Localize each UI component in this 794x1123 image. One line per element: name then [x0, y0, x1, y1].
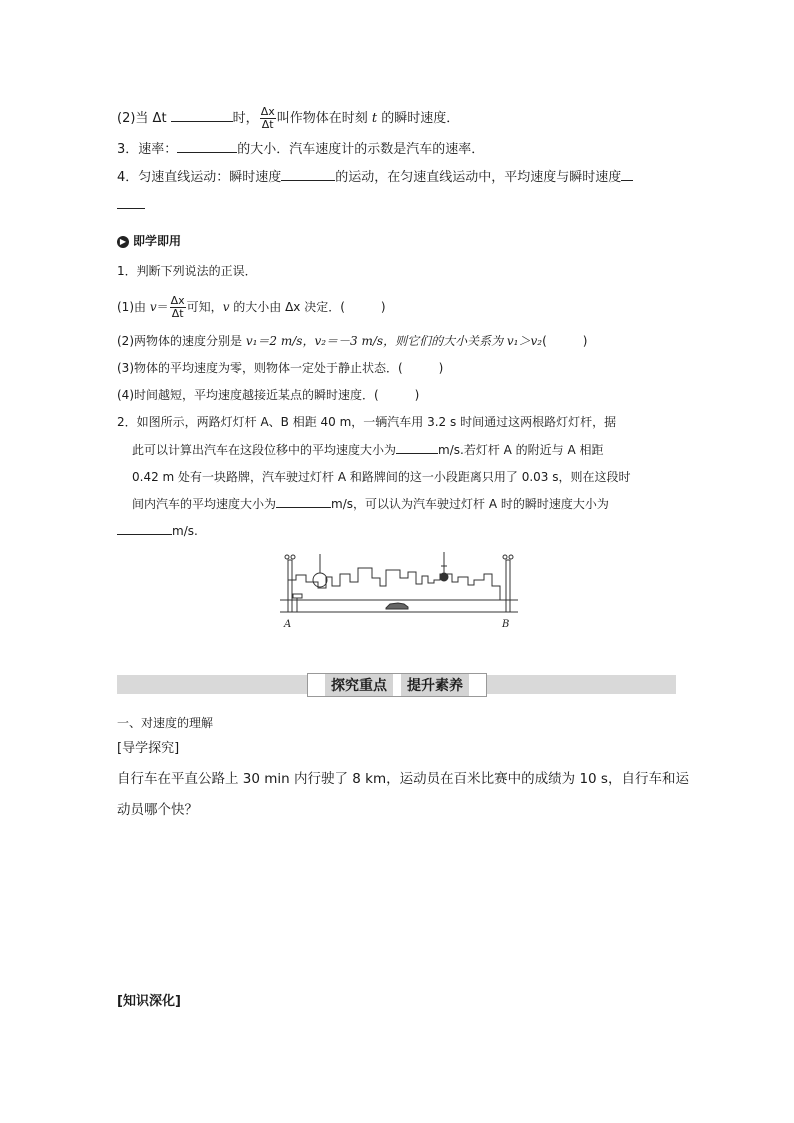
- q2-l5-suffix: m/s.: [172, 524, 198, 538]
- answer-blank: [396, 441, 438, 454]
- question-2-line-1: 2．如图所示，两路灯灯杆 A、B 相距 40 m，一辆汽车用 3.2 s 时间通过这两根路灯灯杆，据: [117, 415, 617, 429]
- item-4-suffix: 的运动，在匀速直线运动中，平均速度与瞬时速度: [335, 170, 622, 185]
- fraction-denominator: Δt: [171, 307, 184, 320]
- fraction-dx-dt: [260, 106, 276, 131]
- question-1-4: (4)时间越短，平均速度越接近某点的瞬时速度．( ): [117, 388, 420, 402]
- section-banner: [307, 673, 487, 697]
- question-2-line-3: 0.42 m 处有一块路牌，汽车驶过灯杆 A 和路牌间的这一小段距离只用了 0.03 s，则在这段时: [132, 470, 631, 484]
- q1-1-var-2: v: [222, 300, 230, 314]
- label-a: A: [284, 619, 292, 630]
- item-2-end: 的瞬时速度．: [377, 111, 460, 126]
- question-2-line-2: [132, 441, 604, 459]
- guide-label: [导学探究]: [117, 741, 180, 756]
- fraction-denominator: Δt: [261, 118, 274, 131]
- play-circle-icon: ▶: [117, 236, 129, 248]
- q1-2-b: v₂＝－3 m/s，则它们的大小关系为: [314, 334, 507, 348]
- section-2-body-line-2: 动员哪个快？: [117, 802, 198, 818]
- q1-2-a: v₁＝2 m/s，: [245, 334, 315, 348]
- banner-right-text: 提升素养: [401, 674, 469, 696]
- question-1-3: (3)物体的平均速度为零，则物体一定处于静止状态．( ): [117, 361, 444, 375]
- banner-left-text: 探究重点: [325, 674, 393, 696]
- q1-1-var: v: [149, 300, 157, 314]
- q1-1-prefix: (1)由: [117, 300, 150, 314]
- q2-l2-prefix: 此可以计算出汽车在这段位移中的平均速度大小为: [132, 443, 397, 457]
- practice-heading: [117, 232, 181, 250]
- q1-1-post: 的大小由 Δx 决定．( ): [229, 300, 386, 314]
- item-2-post: 叫作物体在时刻: [276, 111, 372, 126]
- street-figure: [274, 550, 524, 632]
- item-3-prefix: 3．速率：: [117, 142, 178, 157]
- item-2-mid: 时，: [232, 111, 259, 126]
- answer-blank: [276, 495, 331, 508]
- question-2-line-5: [117, 522, 198, 540]
- item-3-suffix: 的大小．汽车速度计的示数是汽车的速率．: [237, 142, 485, 157]
- item-2-variable: t: [371, 111, 378, 126]
- tower-right-ball: [440, 573, 448, 581]
- question-1-1: [117, 295, 386, 320]
- label-b: B: [502, 619, 510, 630]
- section-2-title: 一、对速度的理解: [117, 716, 214, 730]
- car-shape: [386, 603, 408, 609]
- question-1-2: [117, 332, 587, 350]
- fraction-numerator: Δx: [260, 105, 275, 118]
- item-4-line: [117, 168, 633, 187]
- q1-1-mid: 可知，: [186, 300, 223, 314]
- lamp-pole-a: [288, 560, 292, 612]
- practice-heading-text: 即学即用: [133, 234, 182, 248]
- lamp-pole-b: [506, 560, 510, 612]
- section-2-body-line-1: 自行车在平直公路上 30 min 内行驶了 8 km，运动员在百米比赛中的成绩为 10 s，自行车和运: [117, 771, 689, 787]
- q2-l4-prefix: 间内汽车的平均速度大小为: [132, 497, 277, 511]
- q2-l2-suffix: m/s.若灯杆 A 的附近与 A 相距: [438, 443, 604, 457]
- answer-blank: [117, 522, 172, 535]
- tower-left-ball: [313, 573, 327, 587]
- item-2-line: [117, 106, 459, 131]
- fraction-numerator: Δx: [170, 294, 185, 307]
- question-2-line-4: [132, 495, 609, 513]
- answer-blank: [281, 168, 335, 181]
- answer-blank: [117, 196, 145, 209]
- answer-blank: [621, 168, 633, 181]
- item-4-prefix: 4．匀速直线运动：瞬时速度: [117, 170, 282, 185]
- q1-2-end: ( ): [542, 334, 588, 348]
- fraction-dx-dt: [170, 295, 186, 320]
- q2-l4-suffix: m/s，可以认为汽车驶过灯杆 A 时的瞬时速度大小为: [331, 497, 609, 511]
- q1-2-c: v₁＞v₂: [506, 334, 543, 348]
- q1-1-eq: ＝: [156, 300, 169, 314]
- deepen-label: [知识深化]: [117, 994, 181, 1009]
- road-sign: [293, 594, 302, 598]
- question-1-title: 1．判断下列说法的正误．: [117, 264, 257, 278]
- q1-2-prefix: (2)两物体的速度分别是: [117, 334, 246, 348]
- item-4-continuation: [117, 196, 145, 215]
- item-3-line: [117, 140, 484, 159]
- answer-blank: [177, 140, 237, 153]
- answer-blank: [171, 109, 233, 122]
- item-2-prefix: (2)当 Δt: [117, 111, 171, 126]
